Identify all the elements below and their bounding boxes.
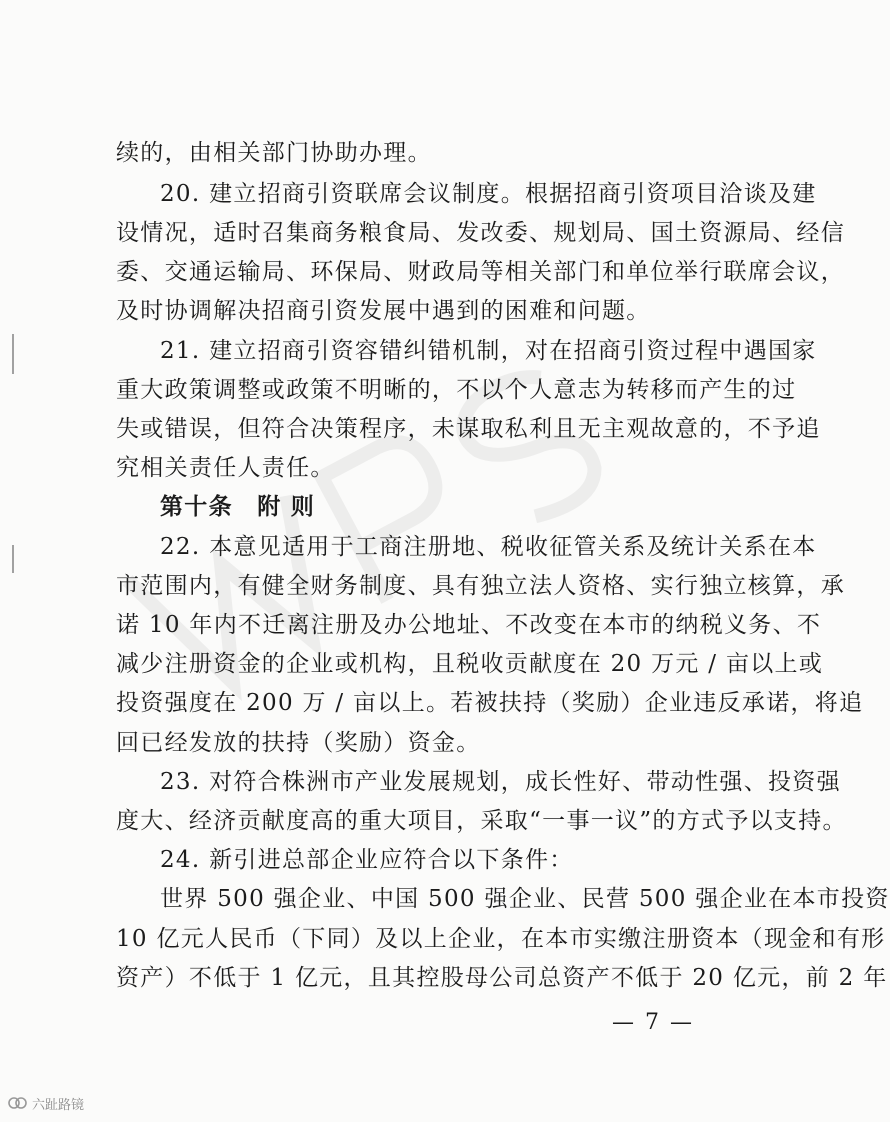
text-line: 投资强度在 200 万 / 亩以上。若被扶持（奖励）企业违反承诺，将追 — [116, 690, 864, 716]
scan-artifact-mark — [12, 545, 14, 573]
text-line: 22. 本意见适用于工商注册地、税收征管关系及统计关系在本 — [160, 534, 817, 560]
scan-artifact-mark — [12, 334, 14, 374]
text-line: 世界 500 强企业、中国 500 强企业、民营 500 强企业在本市投资 — [160, 886, 890, 912]
footer-brand — [8, 1092, 84, 1114]
text-line: 减少注册资金的企业或机构，且税收贡献度在 20 万元 / 亩以上或 — [116, 651, 824, 677]
text-line: 失或错误，但符合决策程序，未谋取私利且无主观故意的，不予追 — [116, 416, 821, 442]
text-line: 诺 10 年内不迁离注册及办公地址、不改变在本市的纳税义务、不 — [116, 612, 822, 638]
text-line: 度大、经济贡献度高的重大项目，采取“一事一议”的方式予以支持。 — [116, 808, 847, 834]
text-line: 24. 新引进总部企业应符合以下条件： — [160, 847, 574, 873]
text-line: 及时协调解决招商引资发展中遇到的困难和问题。 — [116, 298, 651, 324]
text-line: 设情况，适时召集商务粮食局、发改委、规划局、国土资源局、经信 — [116, 220, 845, 246]
text-line: 23. 对符合株洲市产业发展规划，成长性好、带动性强、投资强 — [160, 769, 841, 795]
brand-text: 六趾路镜 — [32, 1097, 85, 1113]
text-line: 市范围内，有健全财务制度、具有独立法人资格、实行独立核算，承 — [116, 573, 845, 599]
text-line: 委、交通运输局、环保局、财政局等相关部门和单位举行联席会议， — [116, 259, 845, 285]
text-line: 21. 建立招商引资容错纠错机制，对在招商引资过程中遇国家 — [160, 338, 817, 364]
text-line: 10 亿元人民币（下同）及以上企业，在本市实缴注册资本（现金和有形 — [116, 926, 886, 952]
page-number: — 7 — — [612, 1010, 694, 1035]
text-line: 重大政策调整或政策不明晰的，不以个人意志为转移而产生的过 — [116, 377, 797, 403]
text-line: 续的，由相关部门协助办理。 — [116, 140, 432, 166]
text-line: 回已经发放的扶持（奖励）资金。 — [116, 730, 481, 756]
text-line: 20. 建立招商引资联席会议制度。根据招商引资项目洽谈及建 — [160, 181, 817, 207]
brand-logo-icon — [8, 1095, 28, 1111]
text-line: 资产）不低于 1 亿元，且其控股母公司总资产不低于 20 亿元，前 2 年 — [116, 965, 888, 991]
text-line: 究相关责任人责任。 — [116, 455, 335, 481]
section-heading: 第十条 附 则 — [160, 493, 316, 520]
